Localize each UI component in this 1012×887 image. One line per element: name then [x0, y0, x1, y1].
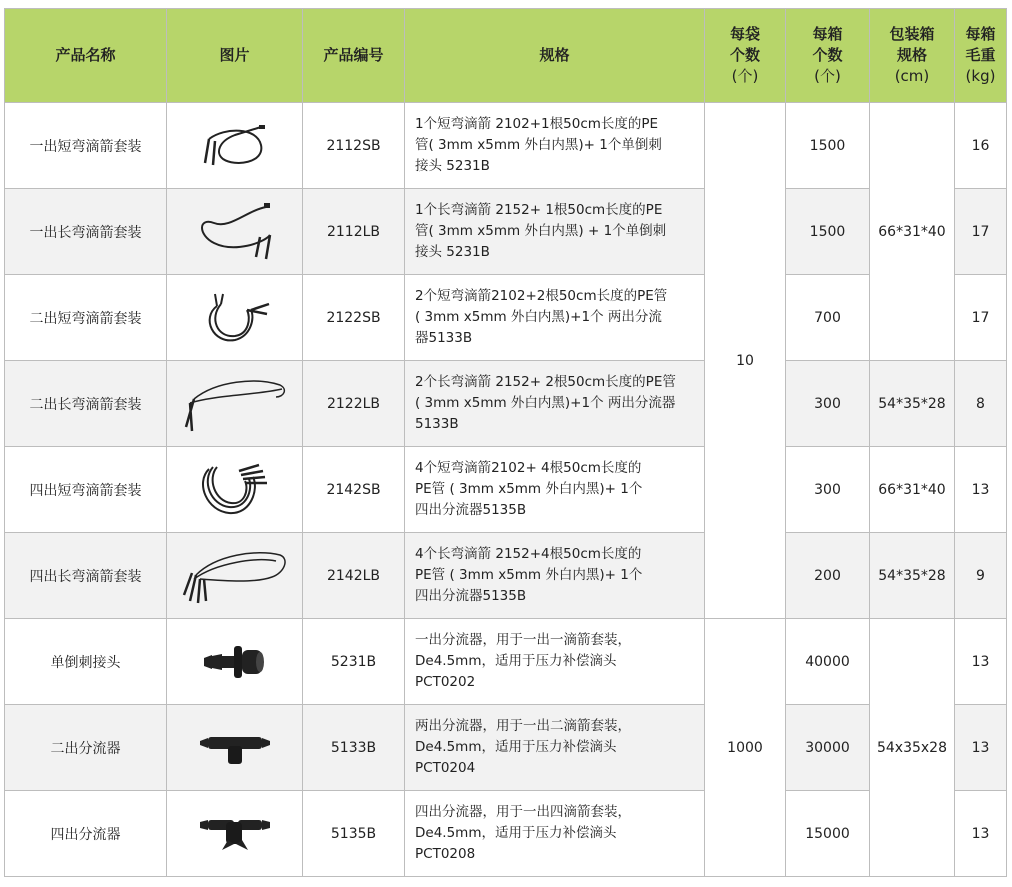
spec-line: 一出分流器，用于一出一滴箭套装， — [415, 632, 631, 648]
spec-line: 四出分流器5135B — [415, 502, 527, 518]
spec-line: De4.5mm，适用于压力补偿滴头 — [415, 653, 617, 669]
product-name: 二出分流器 — [5, 705, 167, 791]
per-box-count: 40000 — [786, 619, 870, 705]
table-row — [5, 189, 1007, 275]
spec-line: De4.5mm，适用于压力补偿滴头 — [415, 825, 617, 841]
spec-line: 4个长弯滴箭 2152+4根50cm长度的 — [415, 546, 642, 562]
product-name: 四出短弯滴箭套装 — [5, 447, 167, 533]
spec-line: 5133B — [415, 416, 459, 432]
spec-line: ( 3mm x5mm 外白内黑)+1个 两出分流 — [415, 309, 662, 325]
product-spec — [405, 619, 705, 705]
two-way-splitter-icon — [167, 705, 303, 791]
gross-weight: 8 — [955, 361, 1007, 447]
header-spec: 规格 — [405, 9, 705, 103]
header-box-size — [870, 9, 955, 103]
product-code: 2112SB — [303, 103, 405, 189]
header-gross-line: (kg) — [965, 67, 996, 85]
product-spec — [405, 103, 705, 189]
per-box-count: 30000 — [786, 705, 870, 791]
product-spec — [405, 189, 705, 275]
spec-line: De4.5mm，适用于压力补偿滴头 — [415, 739, 617, 755]
spec-line: PE管 ( 3mm x5mm 外白内黑)+ 1个 — [415, 567, 643, 583]
header-box-size-line: (cm) — [894, 67, 930, 85]
spec-line: 四出分流器，用于一出四滴箭套装， — [415, 804, 631, 820]
table-row — [5, 275, 1007, 361]
spec-line: 两出分流器，用于一出二滴箭套装， — [415, 718, 631, 734]
spec-line: 接头 5231B — [415, 244, 490, 260]
box-size: 66*31*40 — [870, 103, 955, 361]
per-box-count: 1500 — [786, 189, 870, 275]
spec-line: 器5133B — [415, 330, 473, 346]
product-spec — [405, 447, 705, 533]
product-name: 二出短弯滴箭套装 — [5, 275, 167, 361]
gross-weight: 13 — [955, 705, 1007, 791]
spec-line: 2个长弯滴箭 2152+ 2根50cm长度的PE管 — [415, 374, 676, 390]
product-code: 2122SB — [303, 275, 405, 361]
gross-weight: 13 — [955, 447, 1007, 533]
per-bag-count: 10 — [705, 103, 786, 619]
table-row — [5, 619, 1007, 705]
table-row — [5, 533, 1007, 619]
header-gross-line: 毛重 — [965, 46, 996, 64]
spec-line: 4个短弯滴箭2102+ 4根50cm长度的 — [415, 460, 642, 476]
gross-weight: 13 — [955, 791, 1007, 877]
header-gross-weight — [955, 9, 1007, 103]
product-code: 5135B — [303, 791, 405, 877]
gross-weight: 17 — [955, 189, 1007, 275]
product-code: 5231B — [303, 619, 405, 705]
quad-short-bend-dripper-kit-icon — [167, 447, 303, 533]
header-row — [5, 9, 1007, 103]
gross-weight: 13 — [955, 619, 1007, 705]
spec-line: ( 3mm x5mm 外白内黑)+1个 两出分流器 — [415, 395, 676, 411]
header-name: 产品名称 — [5, 9, 167, 103]
per-box-count: 1500 — [786, 103, 870, 189]
product-spec — [405, 705, 705, 791]
header-per-box-line: 每箱 — [812, 25, 843, 43]
product-spec — [405, 275, 705, 361]
spec-line: 2个短弯滴箭2102+2根50cm长度的PE管 — [415, 288, 668, 304]
header-box-size-line: 规格 — [896, 46, 927, 64]
per-box-count: 300 — [786, 447, 870, 533]
spec-line: 1个短弯滴箭 2102+1根50cm长度的PE — [415, 116, 659, 132]
spec-line: PCT0204 — [415, 760, 476, 776]
table-row — [5, 447, 1007, 533]
product-code: 2142LB — [303, 533, 405, 619]
spec-line: 四出分流器5135B — [415, 588, 527, 604]
spec-line: PE管 ( 3mm x5mm 外白内黑)+ 1个 — [415, 481, 643, 497]
single-short-bend-dripper-kit-icon — [167, 103, 303, 189]
table-row — [5, 361, 1007, 447]
spec-line: PCT0208 — [415, 846, 476, 862]
header-per-bag-line: 个数 — [729, 46, 760, 64]
product-name: 四出分流器 — [5, 791, 167, 877]
box-size: 66*31*40 — [870, 447, 955, 533]
gross-weight: 16 — [955, 103, 1007, 189]
product-spec — [405, 791, 705, 877]
product-code: 2112LB — [303, 189, 405, 275]
per-box-count: 700 — [786, 275, 870, 361]
product-table — [4, 8, 1007, 877]
header-gross-line: 每箱 — [965, 25, 996, 43]
double-long-bend-dripper-kit-icon — [167, 361, 303, 447]
header-per-bag — [705, 9, 786, 103]
table-row — [5, 103, 1007, 189]
header-per-box-line: (个) — [814, 67, 841, 85]
box-size: 54*35*28 — [870, 361, 955, 447]
product-name: 二出长弯滴箭套装 — [5, 361, 167, 447]
per-box-count: 300 — [786, 361, 870, 447]
header-per-box — [786, 9, 870, 103]
header-box-size-line: 包装箱 — [889, 25, 935, 43]
product-name: 四出长弯滴箭套装 — [5, 533, 167, 619]
product-code: 2122LB — [303, 361, 405, 447]
four-way-splitter-icon — [167, 791, 303, 877]
header-per-bag-line: (个) — [731, 67, 759, 85]
product-code: 5133B — [303, 705, 405, 791]
box-size: 54x35x28 — [870, 619, 955, 877]
single-long-bend-dripper-kit-icon — [167, 189, 303, 275]
gross-weight: 17 — [955, 275, 1007, 361]
product-spec — [405, 361, 705, 447]
box-size: 54*35*28 — [870, 533, 955, 619]
header-code: 产品编号 — [303, 9, 405, 103]
header-per-box-line: 个数 — [812, 46, 843, 64]
table-row — [5, 705, 1007, 791]
spec-line: PCT0202 — [415, 674, 476, 690]
spec-line: 接头 5231B — [415, 158, 490, 174]
double-short-bend-dripper-kit-icon — [167, 275, 303, 361]
single-barb-connector-icon — [167, 619, 303, 705]
header-image: 图片 — [167, 9, 303, 103]
product-code: 2142SB — [303, 447, 405, 533]
table-row — [5, 791, 1007, 877]
product-name: 一出长弯滴箭套装 — [5, 189, 167, 275]
spec-line: 管( 3mm x5mm 外白内黑)+ 1个单倒刺 — [415, 137, 662, 153]
product-spec — [405, 533, 705, 619]
spec-line: 1个长弯滴箭 2152+ 1根50cm长度的PE — [415, 202, 663, 218]
header-per-bag-line: 每袋 — [729, 25, 760, 43]
product-name: 单倒刺接头 — [5, 619, 167, 705]
gross-weight: 9 — [955, 533, 1007, 619]
per-box-count: 200 — [786, 533, 870, 619]
per-bag-count: 1000 — [705, 619, 786, 877]
per-box-count: 15000 — [786, 791, 870, 877]
quad-long-bend-dripper-kit-icon — [167, 533, 303, 619]
spec-line: 管( 3mm x5mm 外白内黑) + 1个单倒刺 — [415, 223, 667, 239]
product-name: 一出短弯滴箭套装 — [5, 103, 167, 189]
